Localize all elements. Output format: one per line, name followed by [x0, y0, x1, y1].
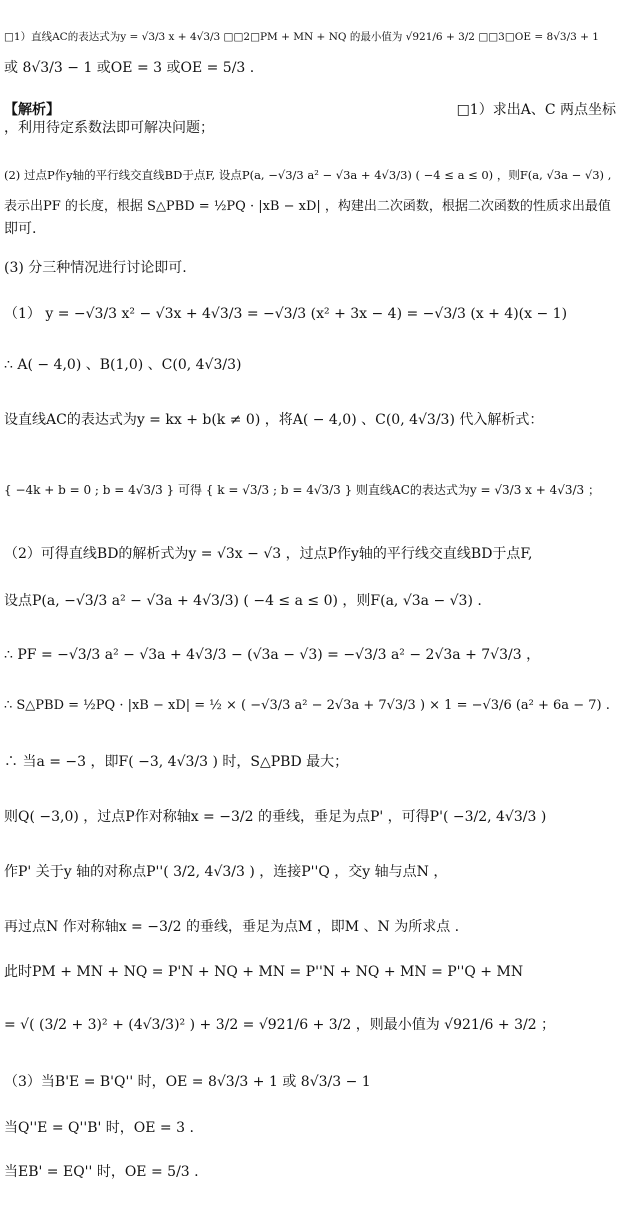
solution-s9: ∴ 当a = −3 ，即F( −3, 4√3/3 ) 时，S△PBD 最大；	[4, 754, 349, 770]
solution-s6: 设点P(a, −√3/3 a² − √3a + 4√3/3) ( −4 ≤ a ≤ 0) ，则F(a, √3a − √3) .	[4, 593, 482, 609]
solution-s12: 再过点N 作对称轴x = −3/2 的垂线，垂足为点M ，即M 、N 为所求点 .	[4, 919, 460, 935]
analysis-p3: (3) 分三种情况进行讨论即可.	[4, 260, 187, 276]
analysis-p2-c: 即可.	[4, 221, 37, 237]
analysis-p1-left: ，利用待定系数法即可解决问题；	[4, 120, 214, 136]
solution-s11: 作P' 关于y 轴的对称点P''( 3/2, 4√3/3 ) ，连接P''Q ，交y 轴与点N ，	[4, 864, 448, 880]
solution-s15: （3）当B'E = B'Q'' 时，OE = 8√3/3 + 1 或 8√3/3 − 1	[4, 1074, 371, 1090]
solution-s5: （2）可得直线BD的解析式为y = √3x − √3 ，过点P作y轴的平行线交直线BD于点F,	[4, 546, 533, 562]
solution-s4: { −4k + b = 0 ; b = 4√3/3 } 可得 { k = √3/3 ; b = 4√3/3 } 则直线AC的表达式为y = √3/3 x + 4√3/3 ；	[4, 483, 601, 497]
answer-line-2: 或 8√3/3 − 1 或OE = 3 或OE = 5/3 .	[4, 60, 255, 76]
solution-s7: ∴ PF = −√3/3 a² − √3a + 4√3/3 − (√3a − √3) = −√3/3 a² − 2√3a + 7√3/3 ，	[4, 647, 541, 663]
solution-s10: 则Q( −3,0) ，过点P作对称轴x = −3/2 的垂线，垂足为点P' ，可得P'( −3/2, 4√3/3 )	[4, 809, 547, 825]
solution-s3: 设直线AC的表达式为y = kx + b(k ≠ 0) ，将A( − 4,0) 、C(0, 4√3/3) 代入解析式：	[4, 412, 544, 428]
answer-line-1: □1）直线AC的表达式为y = √3/3 x + 4√3/3 □□2□PM + MN + NQ 的最小值为 √921/6 + 3/2 □□3□OE = 8√3/3 + 1	[4, 31, 599, 43]
solution-s8: ∴ S△PBD = ½PQ · |xB − xD| = ½ × ( −√3/3 a² − 2√3a + 7√3/3 ) × 1 = −√3/6 (a² + 6a − 7) .	[4, 698, 610, 713]
solution-s2: ∴ A( − 4,0) 、B(1,0) 、C(0, 4√3/3)	[4, 357, 242, 373]
analysis-p2-a: (2) 过点P作y轴的平行线交直线BD于点F, 设点P(a, −√3/3 a² − √3a + 4√3/3) ( −4 ≤ a ≤ 0) ，则F(a, √3a − √3) ,	[4, 168, 612, 182]
solution-s13: 此时PM + MN + NQ = P'N + NQ + MN = P''N + NQ + MN = P''Q + MN	[4, 964, 524, 980]
solution-s16: 当Q''E = Q''B' 时，OE = 3 .	[4, 1120, 194, 1136]
solution-s1: （1） y = −√3/3 x² − √3x + 4√3/3 = −√3/3 (x² + 3x − 4) = −√3/3 (x + 4)(x − 1)	[4, 306, 568, 322]
analysis-p2-b: 表示出PF 的长度，根据 S△PBD = ½PQ · |xB − xD| ，构建出二次函数，根据二次函数的性质求出最值	[4, 199, 611, 214]
analysis-heading: 【解析】	[4, 102, 60, 118]
solution-s14: = √( (3/2 + 3)² + (4√3/3)² ) + 3/2 = √921/6 + 3/2 ，则最小值为 √921/6 + 3/2 ；	[4, 1017, 556, 1033]
solution-s17: 当EB' = EQ'' 时，OE = 5/3 .	[4, 1164, 199, 1180]
analysis-p1-right: □1）求出A、C 两点坐标	[456, 102, 616, 118]
